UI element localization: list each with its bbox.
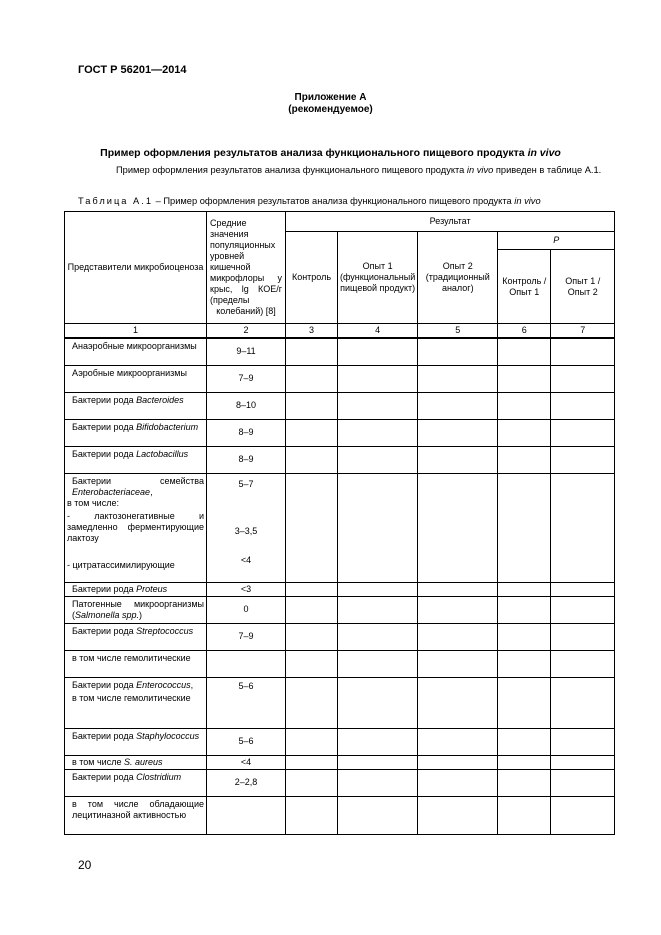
table-row	[65, 650, 615, 677]
table-row	[65, 473, 615, 582]
table-row	[65, 596, 615, 623]
row-label: Бактерии рода Bacteroides	[65, 392, 207, 419]
col-header-p-exp1-exp2: Опыт 1 / Опыт 2	[551, 250, 615, 324]
document-header: ГОСТ Р 56201—2014	[78, 64, 187, 76]
col-header-control: Контроль	[286, 232, 338, 324]
row-label: в том числе обладающие лецитиназной активностью	[65, 796, 207, 834]
row-value: 8–10	[207, 392, 286, 419]
row-value: 5–7 3–3,5 <4	[207, 473, 286, 582]
row-label: в том числе гемолитические	[65, 650, 207, 677]
col-header-result: Результат	[286, 212, 615, 232]
row-label: Бактерии рода Enterococcus, в том числе гемолитические	[65, 677, 207, 728]
column-number: 5	[418, 324, 498, 339]
table-row	[65, 796, 615, 834]
column-number: 2	[207, 324, 286, 339]
col-header-p: Р	[498, 232, 615, 250]
row-value: <4	[207, 755, 286, 769]
table-row	[65, 365, 615, 392]
row-label: Бактерии рода Bifidobacterium	[65, 419, 207, 446]
row-label: Анаэробные микроорганизмы	[65, 338, 207, 365]
row-label: Бактерии семейства Enterobacteriaceae, в том числе: - лактозонегативные и замедленно ферментирующие лактозу - цитратассимилирующие	[65, 473, 207, 582]
row-label: Бактерии рода Lactobacillus	[65, 446, 207, 473]
row-value: <3	[207, 582, 286, 596]
row-label: в том числе S. aureus	[65, 755, 207, 769]
table-row	[65, 755, 615, 769]
row-label: Бактерии рода Streptococcus	[65, 623, 207, 650]
table-row	[65, 446, 615, 473]
row-value: 5–6	[207, 677, 286, 728]
row-label: Бактерии рода Proteus	[65, 582, 207, 596]
table-row	[65, 582, 615, 596]
column-number: 7	[551, 324, 615, 339]
annex-subtitle: (рекомендуемое)	[288, 104, 373, 115]
col-header-representatives: Представители микробиоценоза	[65, 212, 207, 324]
annex-title: Приложение А	[294, 92, 367, 103]
table-row	[65, 769, 615, 796]
table-row	[65, 728, 615, 755]
table-row	[65, 419, 615, 446]
row-label: Патогенные микроорганизмы (Salmonella spp.)	[65, 596, 207, 623]
column-number: 6	[498, 324, 551, 339]
row-value: 8–9	[207, 419, 286, 446]
section-title: Пример оформления результатов анализа функционального пищевого продукта in vivo	[100, 147, 561, 159]
row-value: 5–6	[207, 728, 286, 755]
row-label: Аэробные микроорганизмы	[65, 365, 207, 392]
row-value	[207, 796, 286, 834]
row-value: 7–9	[207, 365, 286, 392]
row-label: Бактерии рода Clostridium	[65, 769, 207, 796]
results-table	[64, 211, 615, 835]
col-header-p-control-exp1: Контроль / Опыт 1	[498, 250, 551, 324]
table-caption: Таблица А.1 – Пример оформления результатов анализа функционального пищевого продукта in vivo	[78, 196, 541, 206]
row-value: 7–9	[207, 623, 286, 650]
row-value: 2–2,8	[207, 769, 286, 796]
intro-paragraph: Пример оформления результатов анализа функционального пищевого продукта in vivo приведен в таблице А.1.	[116, 165, 602, 175]
column-number: 1	[65, 324, 207, 339]
row-value: 9–11	[207, 338, 286, 365]
column-number: 4	[338, 324, 418, 339]
column-number: 3	[286, 324, 338, 339]
row-value: 8–9	[207, 446, 286, 473]
table-row	[65, 338, 615, 365]
table-row	[65, 677, 615, 728]
row-value: 0	[207, 596, 286, 623]
col-header-exp1: Опыт 1 (функциональный пищевой продукт)	[338, 232, 418, 324]
row-value	[207, 650, 286, 677]
table-row	[65, 392, 615, 419]
page-number: 20	[78, 858, 92, 872]
col-header-exp2: Опыт 2 (традиционный аналог)	[418, 232, 498, 324]
row-label: Бактерии рода Staphylococcus	[65, 728, 207, 755]
col-header-mean-values: Средние значения популяционных уровней кишечной микрофлоры у крыс, lg КОЕ/г (пределы колебаний) [8]	[207, 212, 286, 324]
column-numbers-row	[65, 324, 615, 339]
table-row	[65, 623, 615, 650]
